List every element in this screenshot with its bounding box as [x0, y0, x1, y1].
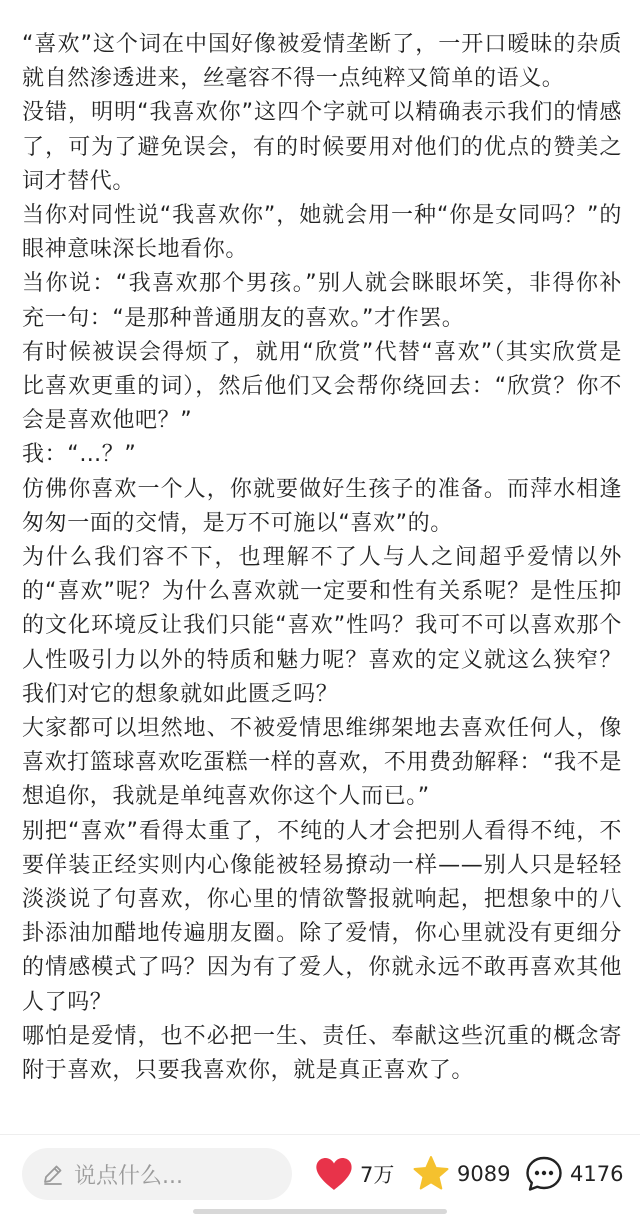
article-paragraph: 别把“喜欢”看得太重了，不纯的人才会把别人看得不纯，不要佯装正经实则内心像能被轻易撩动一样——别人只是轻轻淡淡说了句喜欢，你心里的情欲警报就响起，把想象中的八卦添油加醋地传遍朋友圈。除了爱情，你心里就没有更细分的情感模式了吗？因为有了爱人，你就永远不敢再喜欢其他人了吗？: [22, 818, 622, 1015]
article-paragraph: 当你对同性说“我喜欢你”，她就会用一种“你是女同吗？”的眼神意味深长地看你。: [22, 203, 622, 263]
like-count: 7万: [360, 1163, 395, 1187]
article-paragraph: 大家都可以坦然地、不被爱情思维绑架地去喜欢任何人，像喜欢打篮球喜欢吃蛋糕一样的喜欢，不用费劲解释：“我不是想追你，我就是单纯喜欢你这个人而已。”: [22, 716, 622, 810]
star-icon: [411, 1154, 451, 1194]
article-paragraph: 当你说：“我喜欢那个男孩。”别人就会眯眼坏笑，非得你补充一句：“是那种普通朋友的喜欢。”才作罢。: [22, 271, 622, 331]
comment-placeholder: 说点什么...: [74, 1163, 183, 1189]
bottom-action-bar: [0, 1135, 640, 1217]
article-body: [22, 28, 622, 1088]
article-paragraph: 有时候被误会得烦了，就用“欣赏”代替“喜欢”（其实欣赏是比喜欢更重的词），然后他们又会帮你绕回去：“欣赏？你不会是喜欢他吧？”: [22, 339, 622, 434]
favorite-count: 9089: [457, 1162, 511, 1186]
article-paragraph: 没错，明明“我喜欢你”这四个字就可以精确表示我们的情感了，可为了避免误会，有的时候要用对他们的优点的赞美之词才替代。: [22, 100, 622, 194]
comments-button[interactable]: [524, 1148, 623, 1200]
favorite-button[interactable]: [411, 1148, 510, 1200]
heart-icon: [314, 1154, 354, 1194]
speech-bubble-icon: [524, 1154, 564, 1194]
article-paragraph: “喜欢”这个词在中国好像被爱情垄断了，一开口暧昧的杂质就自然渗透进来，丝毫容不得一点纯粹又简单的语义。: [22, 32, 622, 92]
article-paragraph: 哪怕是爱情，也不必把一生、责任、奉献这些沉重的概念寄附于喜欢，只要我喜欢你，就是真正喜欢了。: [22, 1023, 622, 1084]
like-button[interactable]: [314, 1148, 394, 1200]
article-paragraph: 我：“…？”: [22, 442, 137, 468]
comments-count: 4176: [570, 1162, 624, 1186]
pencil-icon: [40, 1161, 66, 1187]
comment-input[interactable]: [22, 1148, 292, 1200]
article-paragraph: 为什么我们容不下，也理解不了人与人之间超乎爱情以外的“喜欢”呢？为什么喜欢就一定要和性有关系呢？是性压抑的文化环境反让我们只能“喜欢”性吗？我可不可以喜欢那个人性吸引力以外的特质和魅力呢？喜欢的定义就这么狭窄？我们对它的想象就如此匮乏吗？: [22, 545, 622, 707]
article-paragraph: 仿佛你喜欢一个人，你就要做好生孩子的准备。而萍水相逢匆匆一面的交情，是万不可施以“喜欢”的。: [22, 476, 622, 536]
home-indicator[interactable]: [193, 1209, 447, 1214]
